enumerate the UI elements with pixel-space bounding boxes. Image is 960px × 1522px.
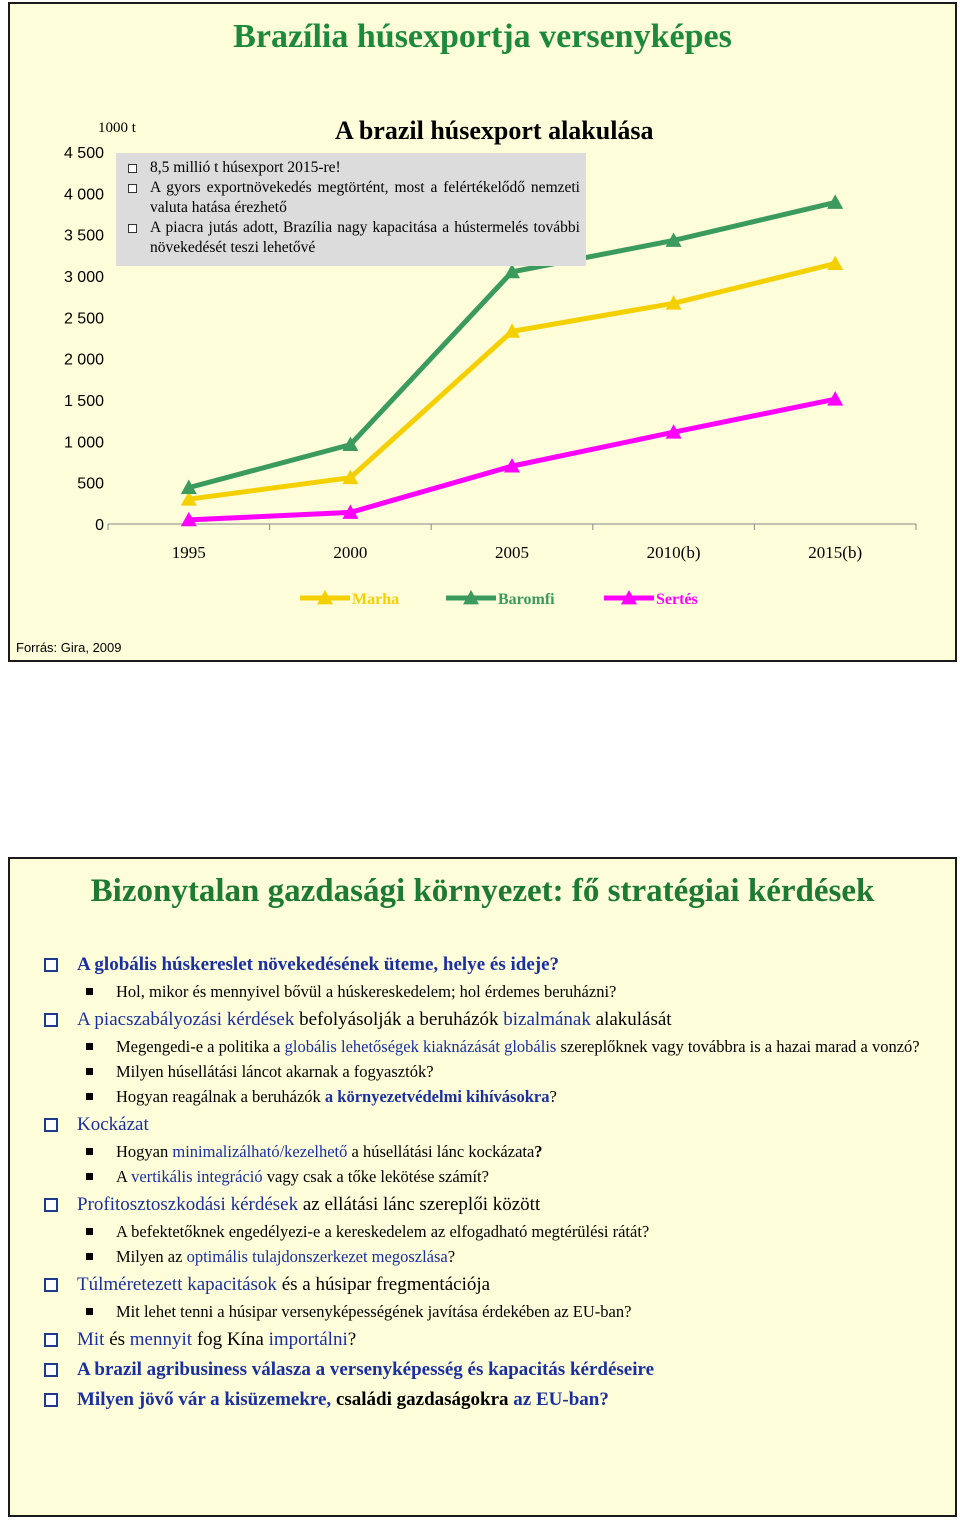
chart-title: A brazil húsexport alakulása (335, 116, 654, 145)
text-segment: Milyen húsellátási láncot akarnak a fogyasztók? (116, 1062, 434, 1081)
text-segment: a környezetvédelmi kihívásokra (324, 1087, 550, 1106)
text-segment: Mit (77, 1329, 105, 1350)
question-item (42, 1111, 937, 1139)
text-segment: és (104, 1329, 130, 1350)
note-box (116, 153, 586, 266)
question-item (42, 1356, 937, 1384)
text-segment: Milyen az (116, 1247, 187, 1266)
checkbox-bullet-icon (44, 1333, 58, 1347)
checkbox-bullet-icon (128, 184, 137, 193)
text-segment: A brazil agribusiness válasza a versenyképesség és kapacitás kérdéseire (77, 1359, 655, 1380)
legend-label: Baromfi (498, 591, 555, 608)
y-tick-label: 1 000 (63, 434, 104, 452)
sub-question-item (42, 1141, 937, 1162)
y-tick-label: 2 000 (63, 351, 104, 369)
text-segment: befolyásolják a beruházók (294, 1009, 504, 1030)
text-segment: az EU-ban? (513, 1389, 609, 1410)
text-segment: Mit lehet tenni a húsipar versenyképességének javítása érdekében az EU-ban? (116, 1302, 632, 1321)
y-tick-label: 4 000 (63, 186, 104, 204)
legend-label: Sertés (656, 591, 698, 608)
text-segment: optimális tulajdonszerkezet megoszlása (186, 1247, 448, 1266)
text-segment: Megengedi-e a politika a (116, 1037, 285, 1056)
y-tick-label: 3 000 (63, 269, 104, 286)
x-tick-label: 2010(b) (646, 543, 701, 562)
text-segment: A piacszabályozási kérdések (77, 1009, 295, 1030)
question-list (42, 951, 937, 1414)
text-segment: Hogyan (116, 1142, 173, 1161)
checkbox-bullet-icon (44, 1013, 58, 1027)
sub-question-item (42, 1166, 937, 1187)
question-item (42, 1326, 937, 1354)
sub-question-item (42, 1221, 937, 1242)
text-segment: Milyen jövő vár a kisüzemekre, (77, 1389, 332, 1410)
legend-label: Marha (352, 591, 400, 608)
sub-question-item (42, 981, 937, 1002)
question-item (42, 951, 937, 979)
checkbox-bullet-icon (44, 1363, 58, 1377)
sub-question-item (42, 1301, 937, 1322)
text-segment: Hogyan reagálnak a beruházók (116, 1087, 325, 1106)
checkbox-bullet-icon (44, 1118, 58, 1132)
y-tick-label: 1 500 (63, 393, 104, 410)
note-item: A gyors exportnövekedés megtörtént, most a felértékelődő nemzeti valuta hatása érezhető (126, 178, 580, 218)
y-tick-label: 0 (95, 517, 104, 534)
text-segment: A (116, 1167, 132, 1186)
checkbox-bullet-icon (44, 1278, 58, 1292)
text-segment: alakulását (590, 1009, 672, 1030)
slide-title: Bizonytalan gazdasági környezet: fő stratégiai kérdések (90, 873, 875, 909)
note-item: A piacra jutás adott, Brazília nagy kapacitása a hústermelés további növekedését teszi lehetővé (126, 218, 580, 258)
text-segment: bizalmának (503, 1009, 591, 1030)
text-segment: és a húsipar fregmentációja (276, 1274, 491, 1295)
square-bullet-icon (86, 1093, 93, 1100)
checkbox-bullet-icon (128, 224, 137, 233)
slide-brazil-meat-export (8, 2, 957, 662)
text-segment: importálni (268, 1329, 348, 1350)
question-item (42, 1006, 937, 1034)
square-bullet-icon (86, 1043, 93, 1050)
sub-question-item (42, 1061, 937, 1082)
text-segment: vagy csak a tőke lekötése számít? (262, 1167, 489, 1186)
sub-question-item (42, 1036, 937, 1057)
y-tick-label: 3 500 (63, 227, 104, 245)
square-bullet-icon (86, 1308, 93, 1315)
text-segment: ? (447, 1247, 456, 1266)
y-tick-label: 4 500 (63, 145, 104, 162)
square-bullet-icon (86, 1173, 93, 1180)
square-bullet-icon (86, 988, 93, 995)
slide-title: Brazília húsexportja versenyképes (233, 18, 732, 55)
text-segment: Hol, mikor és mennyivel bővül a húskereskedelem; hol érdemes beruházni? (116, 982, 617, 1001)
checkbox-bullet-icon (44, 1393, 58, 1407)
text-segment: minimalizálható/kezelhető (172, 1142, 348, 1161)
checkbox-bullet-icon (128, 164, 137, 173)
text-segment: Profitosztoszkodási kérdések (77, 1194, 299, 1215)
text-segment: ? (534, 1142, 543, 1161)
text-segment: mennyit (129, 1329, 193, 1350)
line-chart (10, 4, 959, 664)
sub-question-item (42, 1246, 937, 1267)
text-segment: A befektetőknek engedélyezi-e a kereskedelem az elfogadható megtérülési rátát? (116, 1222, 650, 1241)
text-segment: fog Kína (192, 1329, 269, 1350)
sub-question-item (42, 1086, 937, 1107)
y-tick-label: 500 (77, 475, 104, 493)
x-tick-label: 2000 (333, 543, 368, 562)
x-tick-label: 2005 (495, 543, 529, 562)
checkbox-bullet-icon (44, 958, 58, 972)
square-bullet-icon (86, 1228, 93, 1235)
text-segment: Kockázat (77, 1114, 149, 1135)
text-segment: Túlméretezett kapacitások (77, 1274, 277, 1295)
x-tick-label: 1995 (171, 543, 206, 562)
checkbox-bullet-icon (44, 1198, 58, 1212)
square-bullet-icon (86, 1068, 93, 1075)
text-segment: A globális húskereslet növekedésének üteme, helye és ideje? (77, 954, 560, 975)
text-segment: ? (549, 1087, 557, 1106)
text-segment: ? (347, 1329, 357, 1350)
question-item (42, 1191, 937, 1219)
source-note: Forrás: Gira, 2009 (16, 640, 122, 655)
question-item (42, 1386, 937, 1414)
text-segment: vertikális integráció (131, 1167, 263, 1186)
square-bullet-icon (86, 1148, 93, 1155)
text-segment: az ellátási lánc szereplői között (298, 1194, 541, 1215)
text-segment: a húsellátási lánc kockázata (347, 1142, 535, 1161)
square-bullet-icon (86, 1253, 93, 1260)
question-item (42, 1271, 937, 1299)
text-segment: globális lehetőségek kiaknázását globális (284, 1037, 557, 1056)
y-tick-label: 2 500 (63, 310, 104, 328)
note-item: 8,5 millió t húsexport 2015-re! (126, 158, 580, 178)
text-segment: szereplőknek vagy továbbra is a hazai marad a vonzó? (556, 1037, 920, 1056)
slide-strategic-questions (8, 857, 957, 1517)
x-tick-label: 2015(b) (808, 543, 863, 562)
text-segment: családi gazdaságokra (331, 1389, 514, 1410)
unit-label: 1000 t (98, 120, 136, 136)
